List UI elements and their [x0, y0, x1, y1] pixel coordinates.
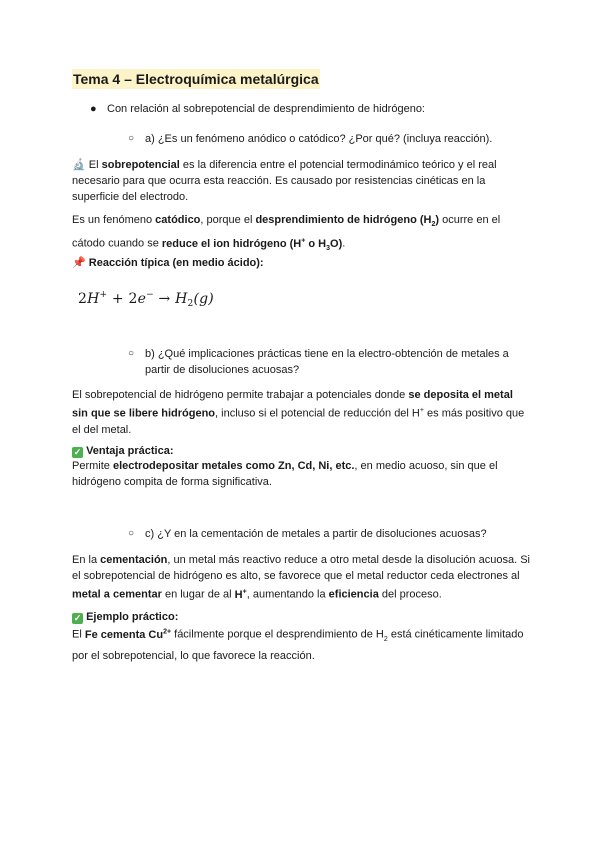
paragraph-advantage: Permite electrodepositar metales como Zn, Cd, Ni, etc., en medio acuoso, sin que el hidrógeno compita de forma significativa.: [72, 460, 498, 488]
question-c: c) ¿Y en la cementación de metales a partir de disoluciones acuosas?: [145, 528, 487, 540]
question-b: b) ¿Qué implicaciones prácticas tiene en la electro-obtención de metales a partir de disoluciones acuosas?: [145, 348, 509, 376]
check-mark-icon: ✓: [73, 613, 82, 623]
microscope-icon: 🔬: [72, 158, 86, 171]
pushpin-icon: 📌: [72, 256, 86, 269]
bullet-main-text: Con relación al sobrepotencial de desprendimiento de hidrógeno:: [107, 103, 425, 115]
circle-bullet-icon: ○: [128, 528, 135, 539]
paragraph-cementation: En la cementación, un metal más reactivo reduce a otro metal desde la disolución acuosa. Si el sobrepotencial de hidrógeno es alto, se favorece que el metal reductor ceda electrones al metal a cementar en lugar de al H+, aumentando la eficiencia del proceso.: [72, 554, 530, 601]
paragraph-implications: El sobrepotencial de hidrógeno permite trabajar a potenciales donde se deposita el metal sin que se libere hidrógeno, incluso si el potencial de reducción del H+ es más positivo que el del metal.: [72, 389, 525, 436]
advantage-heading: ✓ Ventaja práctica:: [73, 445, 174, 457]
bullet-icon: ●: [90, 103, 97, 115]
circle-bullet-icon: ○: [128, 133, 135, 144]
circle-bullet-icon: ○: [128, 348, 135, 359]
paragraph-overpotential: 🔬 El sobrepotencial es la diferencia entre el potencial termodinámico teórico y el real necesario para que ocurra esta reacción. Es causado por resistencias cinéticas en la superficie del electrodo.: [72, 158, 497, 203]
question-a: a) ¿Es un fenómeno anódico o catódico? ¿Por qué? (incluya reacción).: [145, 133, 493, 145]
page-title: Tema 4 – Electroquímica metalúrgica: [73, 71, 319, 87]
check-mark-icon: ✓: [73, 447, 82, 457]
example-heading: ✓ Ejemplo práctico:: [73, 611, 179, 623]
reaction-heading: 📌 Reacción típica (en medio ácido):: [72, 256, 264, 269]
reaction-formula: $2H^+ + 2e^- \to H_2(g)$: [78, 290, 214, 309]
paragraph-cathodic: Es un fenómeno catódico, porque el desprendimiento de hidrógeno $(H_2)$ ocurre en el cátodo cuando se reduce el ion hidrógeno (H+ o $H_3O$).: [72, 214, 501, 253]
paragraph-example: El Fe cementa $Cu^{2+}$ fácilmente porque el desprendimiento de $H_2$ está cinéticamente limitado por el sobrepotencial, lo que favorece la reacción.: [72, 628, 524, 662]
